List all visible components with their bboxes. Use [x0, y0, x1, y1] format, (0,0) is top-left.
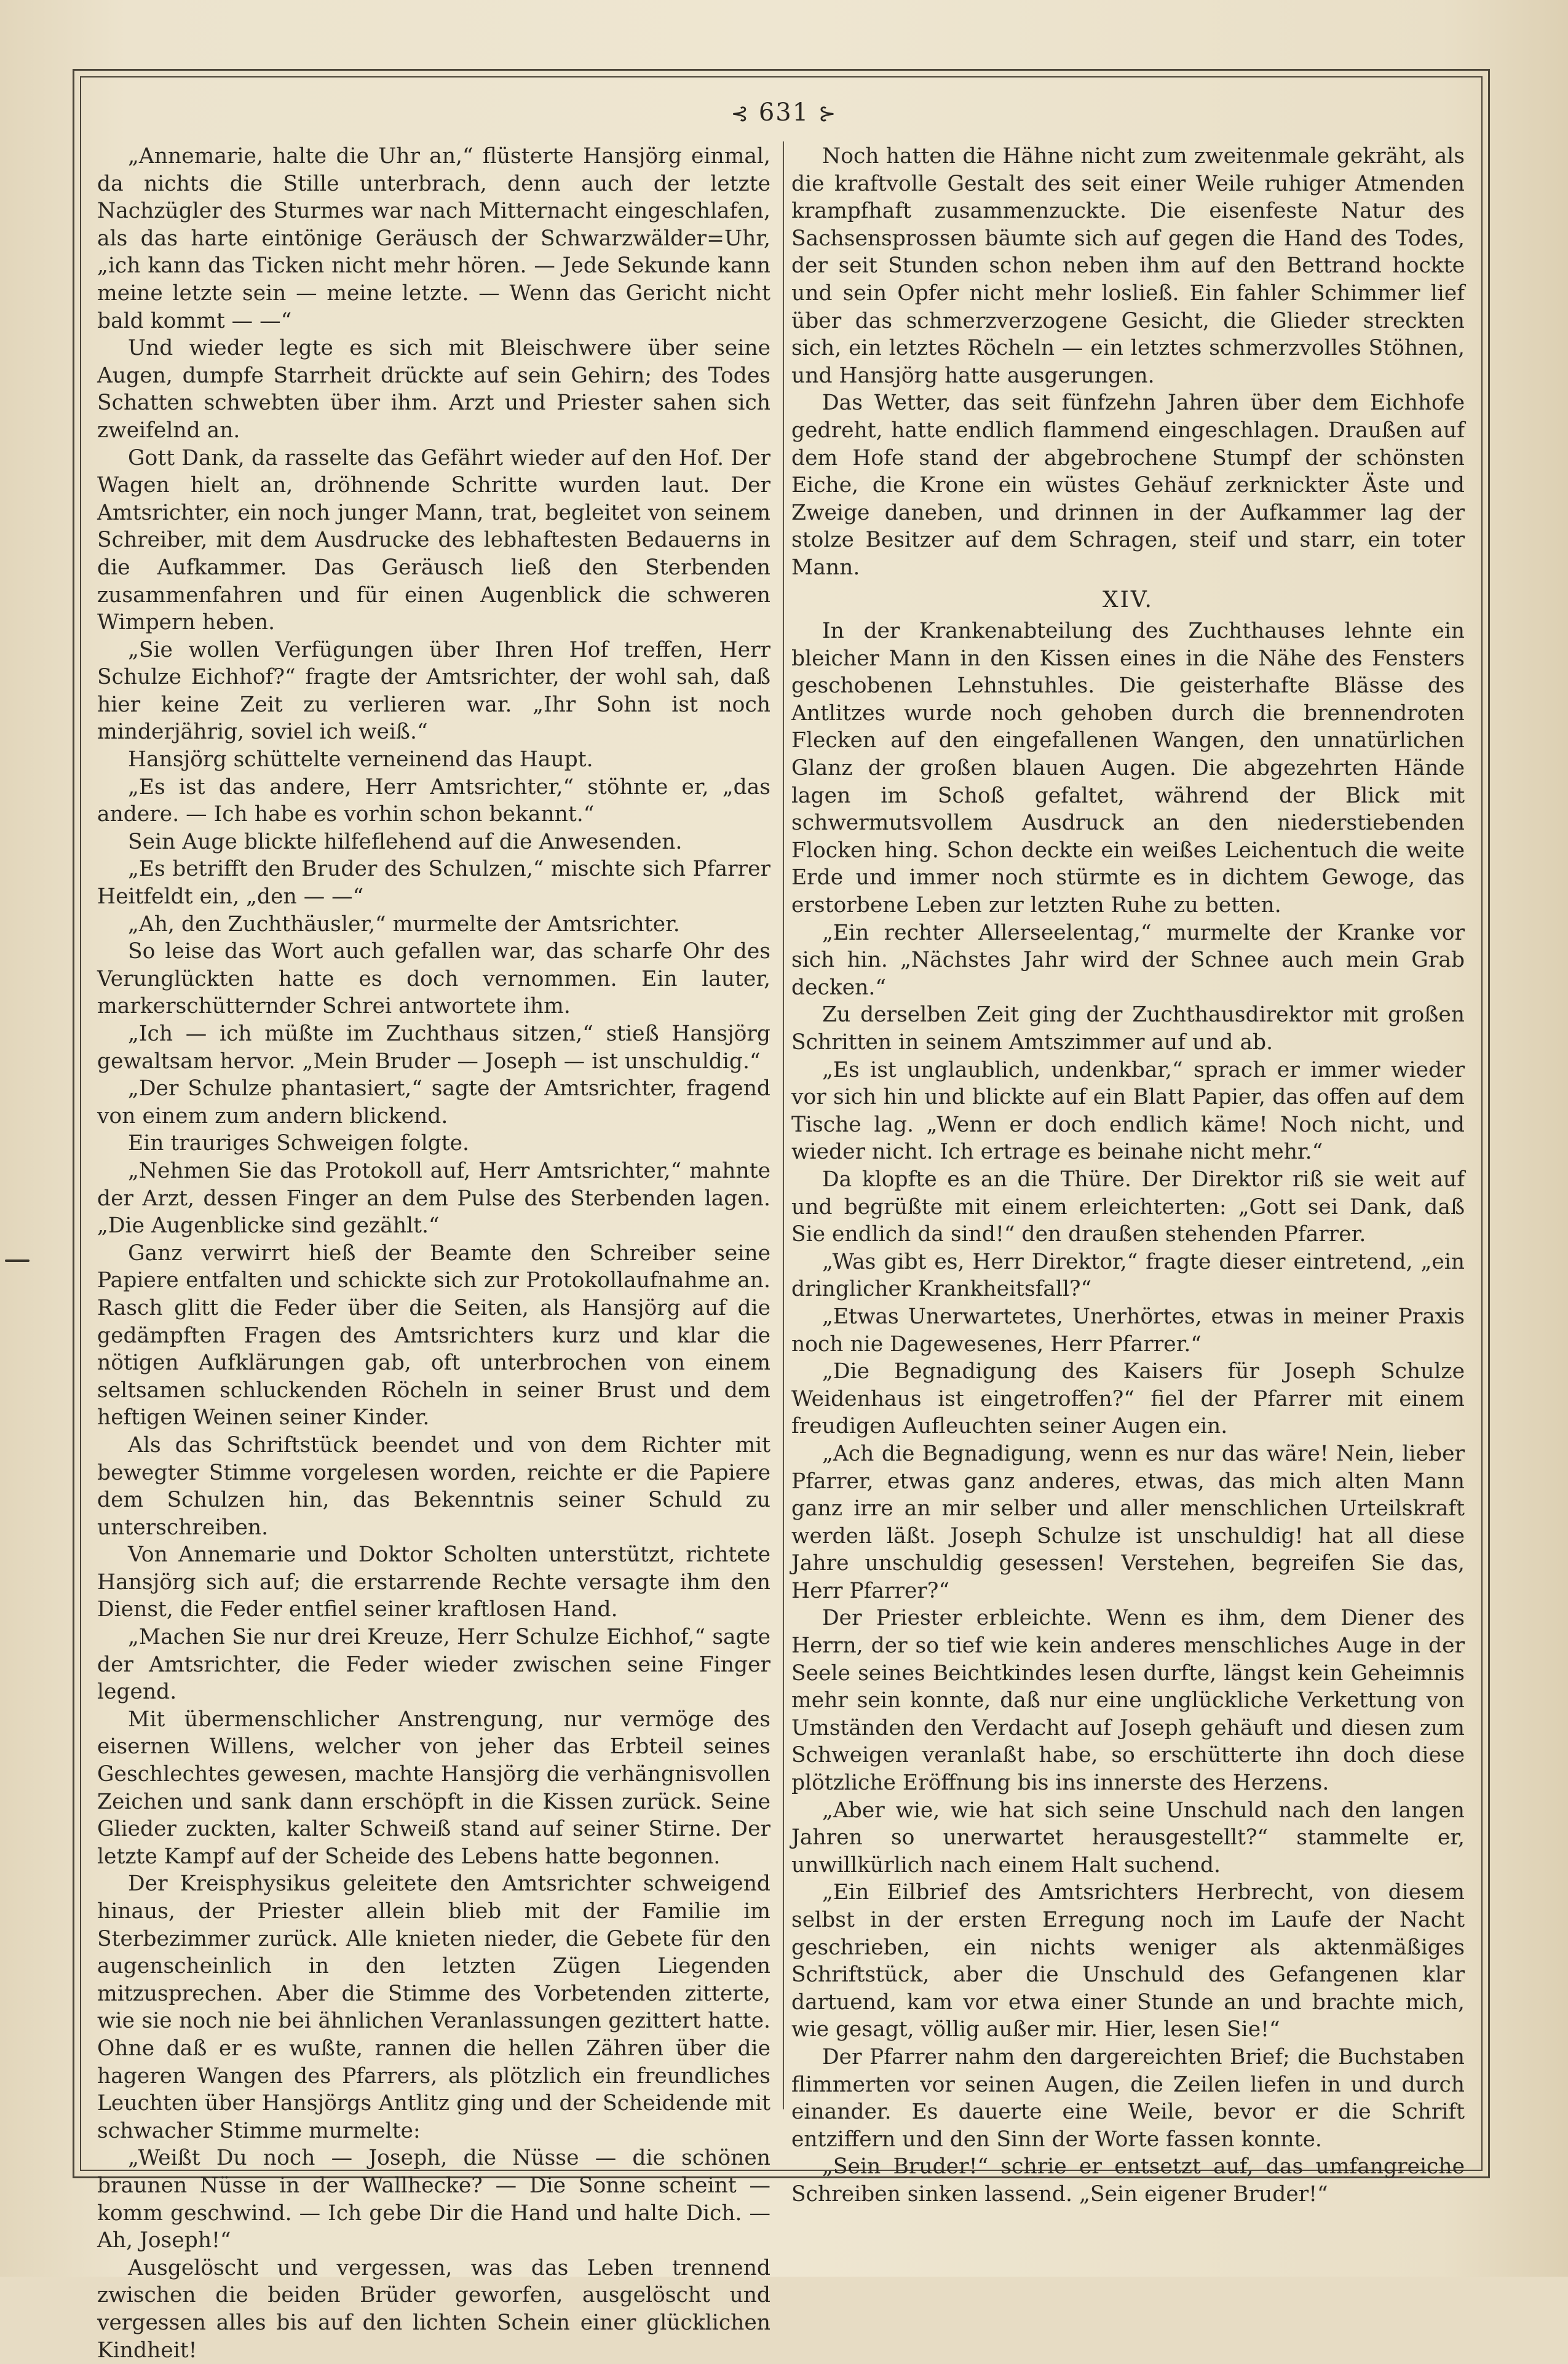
right-column [791, 143, 1465, 2208]
chapter-heading: XIV. [1103, 587, 1154, 613]
paragraph: Der Pfarrer nahm den dargereichten Brief; die Buchstaben flimmerten vor seinen Augen, die Zeilen liefen in und durch einander. Es dauerte eine Weile, bevor er die Schrift entziffern und den Sinn der Worte fassen konnte. [791, 2044, 1465, 2152]
paragraph: Als das Schriftstück beendet und von dem Richter mit bewegter Stimme vorgelesen worden, reichte er die Papiere dem Schulzen hin, das Bekenntnis seiner Schuld zu unterschreiben. [97, 1432, 770, 1540]
paragraph: „Ein rechter Allerseelentag,“ murmelte der Kranke vor sich hin. „Nächstes Jahr wird der Schnee auch mein Grab decken.“ [791, 920, 1465, 1000]
paragraph: „Ach die Begnadigung, wenn es nur das wäre! Nein, lieber Pfarrer, etwas ganz anderes, etwas, das mich alten Mann ganz irre an mir selber und aller menschlichen Urteilskraft werden läßt. Joseph Schulze ist unschuldig! hat all diese Jahre unschuldig gesessen! Verstehen, begreifen Sie das, Herr Pfarrer?“ [791, 1441, 1465, 1603]
paragraph: Da klopfte es an die Thüre. Der Direktor riß sie weit auf und begrüßte mit einem erleichterten: „Gott sei Dank, daß Sie endlich da sind!“ den draußen stehenden Pfarrer. [791, 1167, 1465, 1247]
paragraph: „Es ist das andere, Herr Amtsrichter,“ stöhnte er, „das andere. — Ich habe es vorhin schon bekannt.“ [97, 774, 770, 827]
paragraph: „Es ist unglaublich, undenkbar,“ sprach er immer wieder vor sich hin und blickte auf ein Blatt Papier, das offen auf dem Tische lag. „Wenn er doch endlich käme! Noch nicht, und wieder nicht. Ich ertrage es beinahe nicht mehr.“ [791, 1057, 1465, 1165]
paragraph: „Nehmen Sie das Protokoll auf, Herr Amtsrichter,“ mahnte der Arzt, dessen Finger an dem Pulse des Sterbenden lagen. „Die Augenblicke sind gezählt.“ [97, 1158, 770, 1239]
paragraph: Zu derselben Zeit ging der Zuchthausdirektor mit großen Schritten in seinem Amtszimmer auf und ab. [791, 1002, 1465, 1055]
paragraph: Der Priester erbleichte. Wenn es ihm, dem Diener des Herrn, der so tief wie kein anderes menschliches Auge in der Seele seines Beichtkindes lesen durfte, längst kein Geheimnis mehr sein konnte, daß nur eine unglückliche Verkettung von Umständen den Verdacht auf Joseph gehäuft und diesen zum Schweigen veranlaßt habe, so erschütterte ihn doch diese plötzliche Eröffnung bis ins innerste des Herzens. [791, 1606, 1465, 1796]
paragraph: „Ah, den Zuchthäusler,“ murmelte der Amtsrichter. [128, 911, 680, 937]
paragraph: „Annemarie, halte die Uhr an,“ flüsterte Hansjörg einmal, da nichts die Stille unterbrach, denn auch der letzte Nachzügler des Sturmes war nach Mitternacht eingeschlafen, als das harte eintönige Geräusch der Schwarzwälder=Uhr, „ich kann das Ticken nicht mehr hören. — Jede Sekunde kann meine letzte sein — meine letzte. — Wenn das Gericht nicht bald kommt — —“ [97, 144, 770, 333]
paragraph: „Ich — ich müßte im Zuchthaus sitzen,“ stieß Hansjörg gewaltsam hervor. „Mein Bruder — Joseph — ist unschuldig.“ [97, 1021, 770, 1074]
paragraph: Das Wetter, das seit fünfzehn Jahren über dem Eichhofe gedreht, hatte endlich flammend eingeschlagen. Draußen auf dem Hofe stand der abgebrochene Stumpf der schönsten Eiche, die Krone ein wüstes Gehäuf zerknickter Äste und Zweige daneben, und drinnen in der Aufkammer lag der stolze Besitzer auf dem Schragen, steif und starr, ein toter Mann. [791, 391, 1465, 580]
paragraph: Noch hatten die Hähne nicht zum zweitenmale gekräht, als die kraftvolle Gestalt des seit einer Weile ruhiger Atmenden krampfhaft zusammenzuckte. Die eisenfeste Natur des Sachsensprossen bäumte sich auf gegen die Hand des Todes, der seit Stunden schon neben ihm auf den Bettrand hockte und sein Opfer nicht mehr losließ. Ein fahler Schimmer lief über das schmerzverzogene Gesicht, die Glieder streckten sich, ein letztes Röcheln — ein letztes schmerzvolles Stöhnen, und Hansjörg hatte ausgerungen. [791, 144, 1465, 388]
page-number-header [0, 98, 1568, 127]
paragraph: Hansjörg schüttelte verneinend das Haupt. [128, 747, 593, 772]
paragraph: Ganz verwirrt hieß der Beamte den Schreiber seine Papiere entfalten und schickte sich zur Protokollaufnahme an. Rasch glitt die Feder über die Seiten, als Hansjörg auf die gedämpften Fragen des Amtsrichters kurz und klar die nötigen Aufklärungen gab, oft unterbrochen von einem seltsamen schluckenden Röcheln in seiner Brust und dem heftigen Weinen seiner Kinder. [97, 1240, 770, 1430]
paragraph: So leise das Wort auch gefallen war, das scharfe Ohr des Verunglückten hatte es doch vernommen. Ein lauter, markerschütternder Schrei antwortete ihm. [97, 939, 770, 1019]
paragraph: „Sein Bruder!“ schrie er entsetzt auf, das umfangreiche Schreiben sinken lassend. „Sein eigener Bruder!“ [791, 2154, 1465, 2207]
page-number: 631 [758, 98, 810, 127]
paragraph: „Die Begnadigung des Kaisers für Joseph Schulze Weidenhaus ist eingetroffen?“ fiel der Pfarrer mit einem freudigen Aufleuchten seiner Augen ein. [791, 1359, 1465, 1439]
paragraph: „Machen Sie nur drei Kreuze, Herr Schulze Eichhof,“ sagte der Amtsrichter, die Feder wieder zwischen seine Finger legend. [97, 1625, 770, 1705]
column-divider [783, 141, 784, 2109]
paragraph: Der Kreisphysikus geleitete den Amtsrichter schweigend hinaus, der Priester allein blieb mit der Familie im Sterbezimmer zurück. Alle knieten nieder, die Gebete für den augenscheinlich in den letzten Zügen Liegenden mitzusprechen. Aber die Stimme des Vorbetenden zitterte, wie sie noch nie bei ähnlichen Veranlassungen gezittert hatte. Ohne daß er es wußte, rannen die hellen Zähren über die hageren Wangen des Pfarrers, als plötzlich ein freundliches Leuchten über Hansjörgs Antlitz ging und der Scheidende mit schwacher Stimme murmelte: [97, 1871, 770, 2143]
paragraph: „Sie wollen Verfügungen über Ihren Hof treffen, Herr Schulze Eichhof?“ fragte der Amtsrichter, der wohl sah, daß hier keine Zeit zu verlieren war. „Ihr Sohn ist noch minderjährig, soviel ich weiß.“ [97, 637, 770, 745]
paragraph: In der Krankenabteilung des Zuchthauses lehnte ein bleicher Mann in den Kissen eines in die Nähe des Fensters geschobenen Lehnstuhles. Die geisterhafte Blässe des Antlitzes wurde noch gehoben durch die brennendroten Flecken auf den eingefallenen Wangen, den unnatürlichen Glanz der großen blauen Augen. Die abgezehrten Hände lagen im Schoß gefaltet, während der Blick mit schwermutsvollem Ausdruck an den niederstiebenden Flocken hing. Schon deckte ein weißes Leichentuch die weite Erde und immer noch stürmte es in dichtem Gewoge, das erstorbene Leben zur letzten Ruhe zu betten. [791, 619, 1465, 918]
paragraph: „Es betrifft den Bruder des Schulzen,“ mischte sich Pfarrer Heitfeldt ein, „den — —“ [97, 857, 770, 910]
ornament-right-icon: ⊱ [818, 101, 837, 126]
paragraph: Gott Dank, da rasselte das Gefährt wieder auf den Hof. Der Wagen hielt an, dröhnende Schritte wurden laut. Der Amtsrichter, ein noch junger Mann, trat, begleitet von seinem Schreiber, mit dem Ausdrucke des lebhaftesten Bedauerns in die Aufkammer. Das Geräusch ließ den Sterbenden zusammenfahren und für einen Augenblick die schweren Wimpern heben. [97, 445, 770, 635]
paragraph: Von Annemarie und Doktor Scholten unterstützt, richtete Hansjörg sich auf; die erstarrende Rechte versagte ihm den Dienst, die Feder entfiel seiner kraftlosen Hand. [97, 1542, 770, 1622]
paragraph: Ein trauriges Schweigen folgte. [128, 1131, 469, 1156]
paragraph: „Der Schulze phantasiert,“ sagte der Amtsrichter, fragend von einem zum andern blickend. [97, 1076, 770, 1128]
left-column [97, 143, 770, 2364]
paragraph: „Was gibt es, Herr Direktor,“ fragte dieser eintretend, „ein dringlicher Krankheitsfall?“ [791, 1249, 1465, 1302]
paragraph: Und wieder legte es sich mit Bleischwere über seine Augen, dumpfe Starrheit drückte auf sein Gehirn; des Todes Schatten schwebten über ihm. Arzt und Priester sahen sich zweifelnd an. [97, 336, 770, 443]
margin-mark [5, 1259, 30, 1262]
paragraph: Ausgelöscht und vergessen, was das Leben trennend zwischen die beiden Brüder geworfen, ausgelöscht und vergessen alles bis auf den lichten Schein einer glücklichen Kindheit! [97, 2255, 770, 2363]
paragraph: Mit übermenschlicher Anstrengung, nur vermöge des eisernen Willens, welcher von jeher das Erbteil seines Geschlechtes gewesen, machte Hansjörg die verhängnisvollen Zeichen und sank dann erschöpft in die Kissen zurück. Seine Glieder zuckten, kalter Schweiß stand auf seiner Stirne. Der letzte Kampf auf der Scheide des Lebens hatte begonnen. [97, 1707, 770, 1869]
paragraph: „Etwas Unerwartetes, Unerhörtes, etwas in meiner Praxis noch nie Dagewesenes, Herr Pfarrer.“ [791, 1304, 1465, 1357]
paragraph: Sein Auge blickte hilfeflehend auf die Anwesenden. [128, 829, 683, 854]
paragraph: „Ein Eilbrief des Amtsrichters Herbrecht, von diesem selbst in der ersten Erregung noch im Laufe der Nacht geschrieben, ein nichts weniger als aktenmäßiges Schriftstück, aber die Unschuld des Gefangenen klar dartuend, kam vor etwa einer Stunde an und brachte mich, wie gesagt, völlig außer mir. Hier, lesen Sie!“ [791, 1880, 1465, 2042]
ornament-left-icon: ⊰ [731, 101, 750, 126]
paragraph: „Weißt Du noch — Joseph, die Nüsse — die schönen braunen Nüsse in der Wallhecke? — Die Sonne scheint — komm geschwind. — Ich gebe Dir die Hand und halte Dich. — Ah, Joseph!“ [97, 2146, 770, 2253]
paragraph: „Aber wie, wie hat sich seine Unschuld nach den langen Jahren so unerwartet herausgestellt?“ stammelte er, unwillkürlich nach einem Halt suchend. [791, 1798, 1465, 1878]
